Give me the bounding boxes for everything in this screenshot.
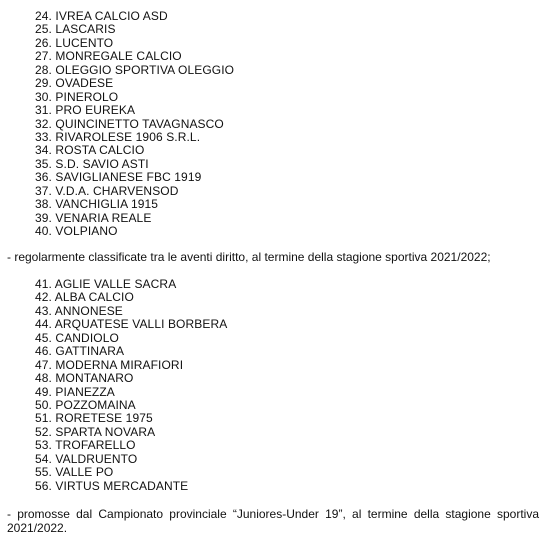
team-list-a: [35, 10, 234, 238]
team-number: 52.: [35, 424, 52, 439]
team-number: 54.: [35, 451, 52, 466]
team-number: 36.: [35, 170, 52, 185]
team-name: AGLIE VALLE SACRA: [54, 277, 177, 291]
team-number: 37.: [35, 183, 52, 198]
team-number: 25.: [35, 22, 52, 37]
team-number: 53.: [35, 438, 52, 453]
team-number: 35.: [35, 156, 52, 171]
team-list-item: [35, 305, 227, 318]
team-name: MONREGALE CALCIO: [55, 49, 182, 64]
team-list-item: [35, 225, 234, 238]
team-list-item: [35, 144, 234, 157]
team-list-item: [35, 158, 234, 171]
team-number: 33.: [35, 129, 52, 144]
team-name: PINEROLO: [55, 89, 119, 104]
team-number: 29.: [35, 76, 52, 91]
team-list-item: [35, 37, 234, 50]
team-number: 26.: [35, 35, 52, 50]
team-list-item: [35, 104, 234, 117]
team-list-item: [35, 23, 234, 36]
team-list-item: [35, 453, 227, 466]
team-number: 47.: [35, 357, 52, 372]
team-list-item: [35, 291, 227, 304]
team-number: 46.: [35, 344, 52, 359]
team-list-item: [35, 10, 234, 23]
team-name: ROSTA CALCIO: [55, 143, 145, 158]
team-name: VALLE PO: [55, 465, 114, 480]
team-name: VENARIA REALE: [55, 210, 152, 225]
team-list-item: [35, 50, 234, 63]
team-list-item: [35, 426, 227, 439]
team-list-item: [35, 185, 234, 198]
team-list-item: [35, 332, 227, 345]
team-number: 44.: [35, 317, 52, 332]
team-number: 48.: [35, 371, 52, 386]
team-number: 27.: [35, 49, 52, 64]
team-name: QUINCINETTO TAVAGNASCO: [55, 116, 224, 131]
team-name: ALBA CALCIO: [54, 290, 134, 305]
team-name: VIRTUS MERCADANTE: [55, 478, 189, 493]
team-name: ANNONESE: [54, 303, 123, 318]
team-list-item: [35, 466, 227, 479]
team-name: SPARTA NOVARA: [55, 424, 156, 439]
team-number: 40.: [35, 224, 52, 238]
team-list-item: [35, 412, 227, 425]
team-name: ARQUATESE VALLI BORBERA: [54, 317, 228, 332]
team-list-item: [35, 171, 234, 184]
team-name: LASCARIS: [55, 22, 116, 37]
team-number: 41.: [35, 277, 52, 291]
team-name: MONTANARO: [55, 371, 134, 386]
team-number: 45.: [35, 330, 52, 345]
team-number: 32.: [35, 116, 52, 131]
team-list-item: [35, 278, 227, 291]
team-list-item: [35, 64, 234, 77]
team-name: LUCENTO: [55, 35, 114, 50]
team-list-item: [35, 198, 234, 211]
team-name: RORETESE 1975: [55, 411, 153, 426]
team-name: MODERNA MIRAFIORI: [55, 357, 184, 372]
team-number: 24.: [35, 9, 52, 23]
team-list-b: [35, 278, 227, 493]
team-number: 51.: [35, 411, 52, 426]
team-list-item: [35, 318, 227, 331]
team-name: PRO EUREKA: [55, 103, 136, 118]
team-number: 56.: [35, 478, 52, 493]
paragraph-promoted-line-2: 2021/2022.: [7, 521, 68, 535]
team-number: 31.: [35, 103, 52, 118]
team-list-item: [35, 386, 227, 399]
team-name: POZZOMAINA: [55, 397, 136, 412]
team-number: 34.: [35, 143, 52, 158]
team-number: 50.: [35, 397, 52, 412]
team-name: V.D.A. CHARVENSOD: [55, 183, 179, 198]
team-list-item: [35, 91, 234, 104]
team-name: RIVAROLESE 1906 S.R.L.: [55, 129, 201, 144]
team-number: 49.: [35, 384, 52, 399]
team-list-item: [35, 131, 234, 144]
team-name: TROFARELLO: [55, 438, 136, 453]
team-list-item: [35, 372, 227, 385]
team-number: 38.: [35, 197, 52, 212]
team-name: OVADESE: [55, 76, 114, 91]
team-list-item: [35, 399, 227, 412]
team-list-item: [35, 118, 234, 131]
team-list-item: [35, 359, 227, 372]
team-name: VALDRUENTO: [55, 451, 138, 466]
team-number: 39.: [35, 210, 52, 225]
team-number: 30.: [35, 89, 52, 104]
paragraph-classified: - regolarmente classificate tra le aventi diritto, al termine della stagione sportiva 2021/2022;: [7, 250, 491, 264]
team-name: GATTINARA: [55, 344, 125, 359]
team-name: S.D. SAVIO ASTI: [55, 156, 149, 171]
team-name: VOLPIANO: [55, 224, 118, 238]
team-list-item: [35, 439, 227, 452]
team-name: VANCHIGLIA 1915: [55, 197, 159, 212]
team-number: 55.: [35, 465, 52, 480]
paragraph-promoted-line-1: - promosse dal Campionato provinciale “Juniores-Under 19”, al termine della stagione sportiva: [7, 507, 539, 521]
team-name: CANDIOLO: [55, 330, 119, 345]
team-number: 43.: [35, 303, 52, 318]
team-name: IVREA CALCIO ASD: [55, 9, 168, 23]
team-name: OLEGGIO SPORTIVA OLEGGIO: [55, 62, 235, 77]
team-name: PIANEZZA: [55, 384, 115, 399]
team-number: 42.: [35, 290, 52, 305]
team-number: 28.: [35, 62, 52, 77]
team-list-item: [35, 480, 227, 493]
team-list-item: [35, 345, 227, 358]
team-list-item: [35, 77, 234, 90]
team-list-item: [35, 212, 234, 225]
team-name: SAVIGLIANESE FBC 1919: [55, 170, 202, 185]
